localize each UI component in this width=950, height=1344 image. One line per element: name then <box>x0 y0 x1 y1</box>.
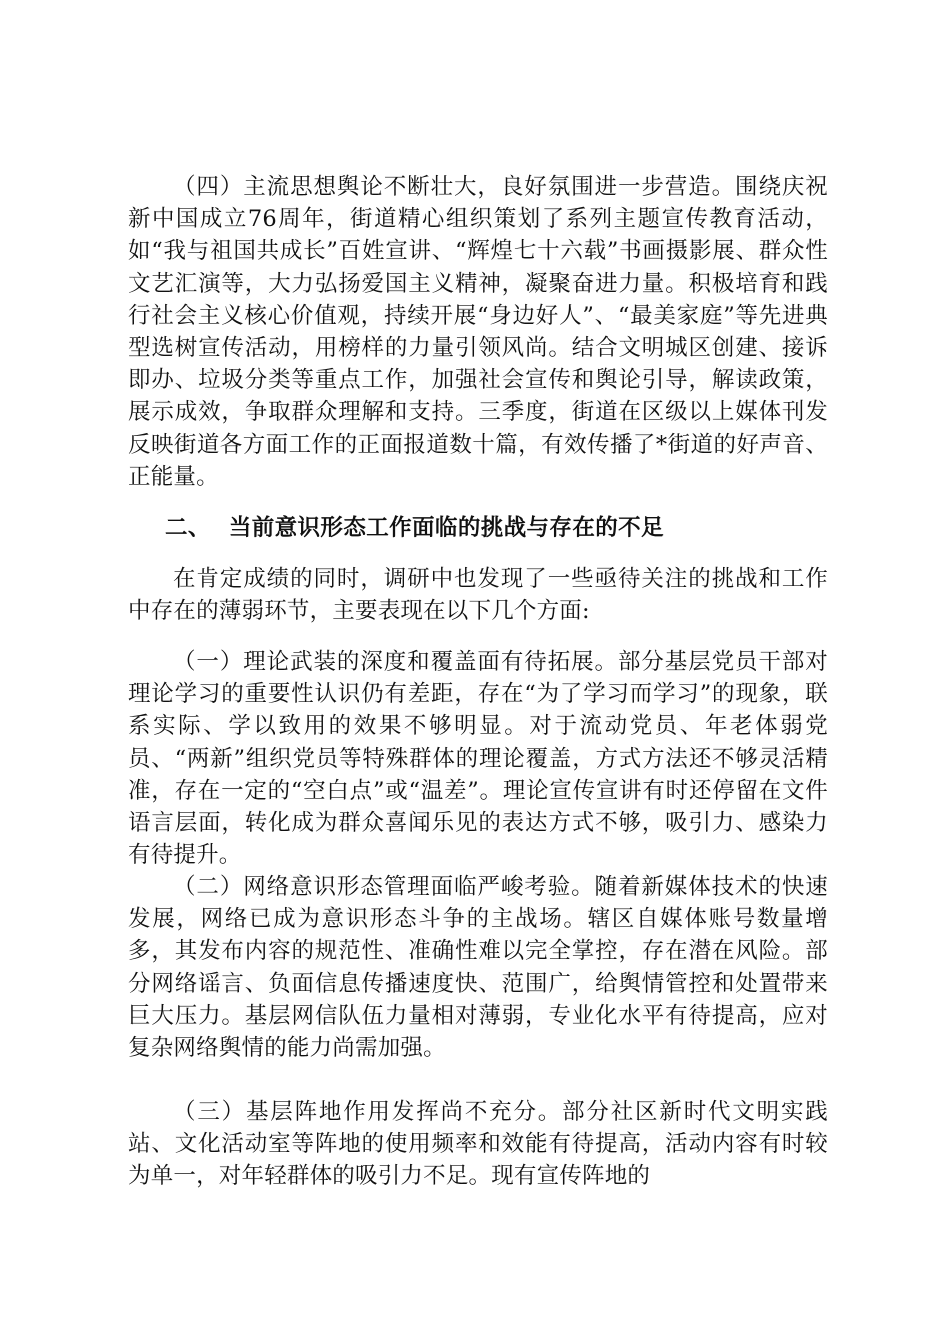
paragraph-issue-3: （三）基层阵地作用发挥尚不充分。部分社区新时代文明实践站、文化活动室等阵地的使用频率和效能有待提高，活动内容有时较为单一，对年轻群体的吸引力不足。现有宣传阵地的 <box>128 1099 828 1190</box>
section-heading-number: 二、 <box>165 515 211 541</box>
paragraph-issue-1: （一）理论武装的深度和覆盖面有待拓展。部分基层党员干部对理论学习的重要性认识仍有差距，存在“为了学习而学习”的现象，联系实际、学以致用的效果不够明显。对于流动党员、年老体弱党员、“两新”组织党员等特殊群体的理论覆盖，方式方法还不够灵活精准，存在一定的“空白点”或“温差”。理论宣传宣讲有时还停留在文件语言层面，转化成为群众喜闻乐见的表达方式不够，吸引力、感染力有待提升。 <box>128 649 828 869</box>
section-heading-title: 当前意识形态工作面临的挑战与存在的不足 <box>228 515 664 541</box>
section-heading <box>165 512 664 544</box>
paragraph-issue-2: （二）网络意识形态管理面临严峻考验。随着新媒体技术的快速发展，网络已成为意识形态斗争的主战场。辖区自媒体账号数量增多，其发布内容的规范性、准确性难以完全掌控，存在潜在风险。部分网络谣言、负面信息传播速度快、范围广，给舆情管控和处置带来巨大压力。基层网信队伍力量相对薄弱，专业化水平有待提高，应对复杂网络舆情的能力尚需加强。 <box>128 874 828 1062</box>
paragraph-intro: 在肯定成绩的同时，调研中也发现了一些亟待关注的挑战和工作中存在的薄弱环节，主要表现在以下几个方面: <box>128 566 828 625</box>
paragraph-achievement-4: （四）主流思想舆论不断壮大，良好氛围进一步营造。围绕庆祝新中国成立76周年，街道精心组织策划了系列主题宣传教育活动，如“我与祖国共成长”百姓宣讲、“辉煌七十六载”书画摄影展、群众性文艺汇演等，大力弘扬爱国主义精神，凝聚奋进力量。积极培育和践行社会主义核心价值观，持续开展“身边好人”、“最美家庭”等先进典型选树宣传活动，用榜样的力量引领风尚。结合文明城区创建、接诉即办、垃圾分类等重点工作，加强社会宣传和舆论引导，解读政策，展示成效，争取群众理解和支持。三季度，街道在区级以上媒体刊发反映街道各方面工作的正面报道数十篇，有效传播了*街道的好声音、正能量。 <box>128 174 828 490</box>
